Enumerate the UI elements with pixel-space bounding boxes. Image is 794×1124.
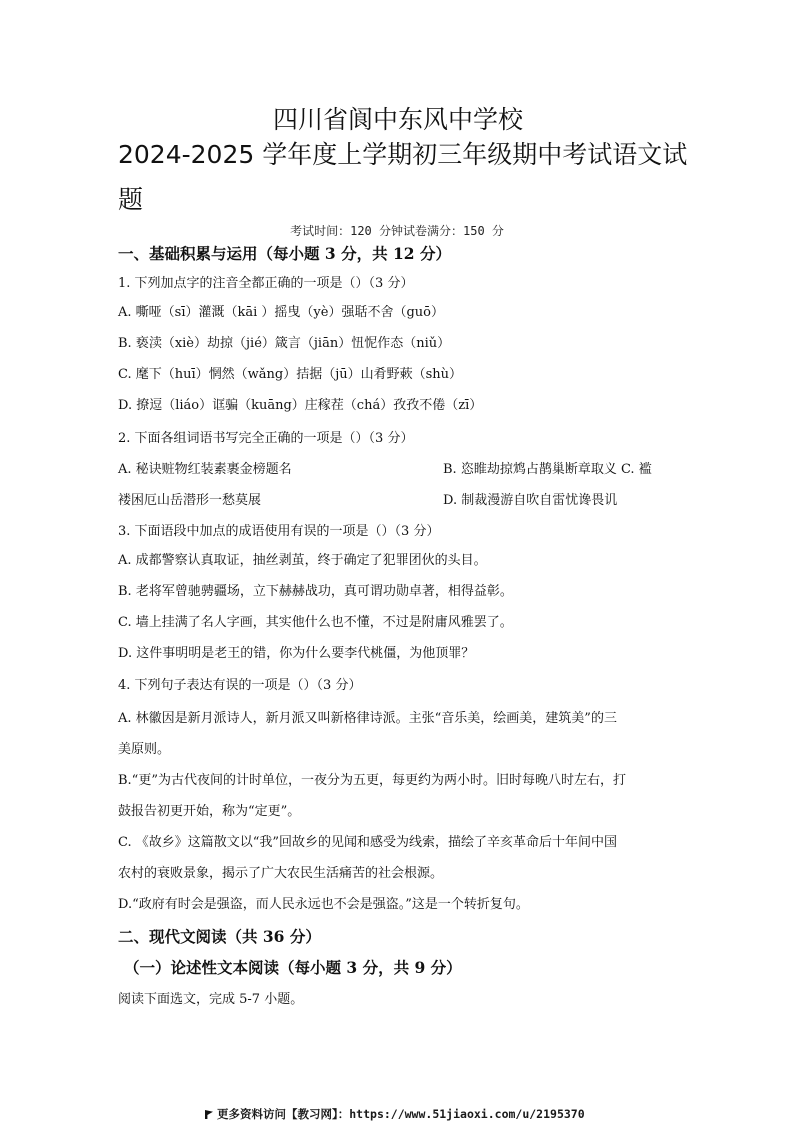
subsection-heading-1: （一）论述性文本阅读（每小题 3 分，共 9 分） — [124, 958, 462, 977]
doc-title-tail: 题 — [118, 185, 144, 214]
q4-option-d: D.“政府有时会是强盗，而人民永远也不会是强盗。”这是一个转折复句。 — [118, 897, 529, 912]
q3-option-d: D. 这件事明明是老王的错，你为什么要李代桃僵，为他顶罪？ — [118, 646, 475, 661]
q4-option-b-line1: B.“更”为古代夜间的计时单位，一夜分为五更，每更约为两小时。旧时每晚八时左右，打 — [118, 773, 626, 788]
q4-option-a-line2: 美原则。 — [118, 742, 171, 757]
q2-stem: 2. 下面各组词语书写完全正确的一项是（）（3 分） — [118, 431, 414, 446]
section-heading-2: 二、现代文阅读（共 36 分） — [118, 927, 321, 946]
q3-option-a: A. 成都警察认真取证，抽丝剥茧，终于确定了犯罪团伙的头目。 — [118, 553, 487, 568]
q2-option-a: A. 秘诀赃物红装素裹金榜题名 — [118, 462, 292, 477]
q3-option-b: B. 老将军曾驰骋疆场，立下赫赫战功，真可谓功勋卓著，相得益彰。 — [118, 584, 513, 599]
q4-option-c-line2: 农村的衰败景象，揭示了广大农民生活痛苦的社会根源。 — [118, 866, 444, 881]
exam-info: 考试时间：120 分钟试卷满分：150 分 — [290, 224, 504, 238]
doc-title-exam: 2024-2025 学年度上学期初三年级期中考试语文试 — [118, 140, 688, 169]
q1-stem: 1. 下列加点字的注音全都正确的一项是（）（3 分） — [118, 276, 414, 291]
q1-option-d: D. 撩逗（liáo）诓骗（kuāng）庄稼茬（chá）孜孜不倦（zī） — [118, 398, 483, 413]
q2-option-d: D. 制裁漫游自吹自雷忧谗畏讥 — [443, 493, 618, 508]
footer-link[interactable] — [205, 1106, 585, 1122]
reading-instruction: 阅读下面选文，完成 5-7 小题。 — [118, 992, 304, 1007]
section-heading-1: 一、基础积累与运用（每小题 3 分，共 12 分） — [118, 244, 451, 263]
q4-stem: 4. 下列句子表达有误的一项是（）（3 分） — [118, 678, 362, 693]
q4-option-a-line1: A. 林徽因是新月派诗人，新月派又叫新格律诗派。主张“音乐美，绘画美，建筑美”的三 — [118, 711, 617, 726]
q3-stem: 3. 下面语段中加点的成语使用有误的一项是（）（3 分） — [118, 524, 440, 539]
q1-option-a: A. 嘶哑（sī）灌溉（kāi ）摇曳（yè）强聒不舍（guō） — [118, 305, 444, 320]
flag-icon — [205, 1110, 213, 1119]
q3-option-c: C. 墙上挂满了名人字画，其实他什么也不懂，不过是附庸风雅罢了。 — [118, 615, 513, 630]
footer-text: 更多资料访问【教习网】：https://www.51jiaoxi.com/u/2195370 — [217, 1107, 585, 1121]
q1-option-b: B. 亵渎（xiè）劫掠（jié）箴言（jiān）忸怩作态（niǔ） — [118, 336, 451, 351]
q1-option-c: C. 麾下（huī）惘然（wǎng）拮据（jū）山肴野蔌（shù） — [118, 367, 463, 382]
q4-option-b-line2: 鼓报告初更开始，称为“定更”。 — [118, 804, 301, 819]
q2-option-b: B. 恣睢劫掠鸩占鹊巢断章取义 C. 褴 — [443, 462, 652, 477]
doc-title-school: 四川省阆中东风中学校 — [272, 105, 523, 134]
q2-option-c-cont: 褛困厄山岳潜形一愁莫展 — [118, 493, 262, 508]
q4-option-c-line1: C. 《故乡》这篇散文以“我”回故乡的见闻和感受为线索，描绘了辛亥革命后十年间中国 — [118, 835, 618, 850]
